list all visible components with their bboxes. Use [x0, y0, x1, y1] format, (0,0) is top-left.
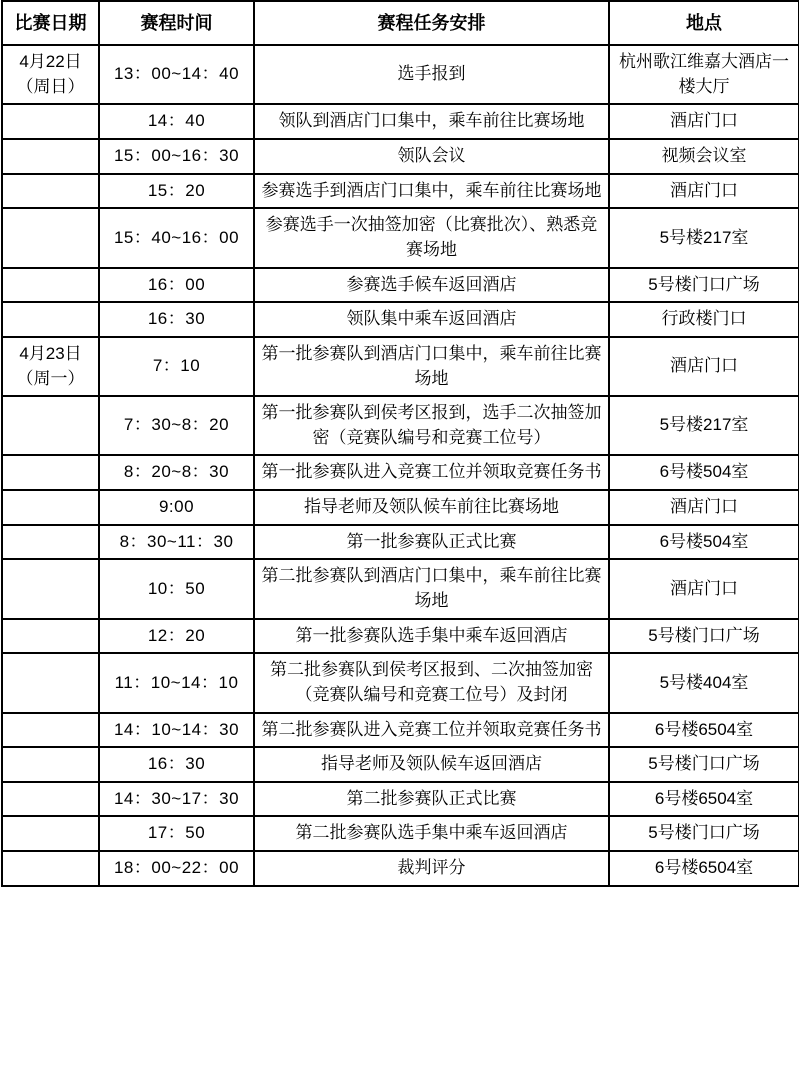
cell-date: 4月22日（周日） — [2, 45, 99, 104]
table-row — [2, 559, 799, 618]
cell-time: 13：00~14：40 — [99, 45, 254, 104]
cell-task: 领队会议 — [254, 139, 609, 174]
cell-date — [2, 851, 99, 886]
cell-time: 16：00 — [99, 268, 254, 303]
column-header-time: 赛程时间 — [99, 1, 254, 45]
cell-date — [2, 525, 99, 560]
cell-place: 酒店门口 — [609, 174, 799, 209]
cell-task: 第一批参赛队到酒店门口集中，乘车前往比赛场地 — [254, 337, 609, 396]
cell-place: 6号楼504室 — [609, 455, 799, 490]
cell-task: 第一批参赛队正式比赛 — [254, 525, 609, 560]
cell-time: 7：30~8：20 — [99, 396, 254, 455]
cell-task: 第一批参赛队到侯考区报到，选手二次抽签加密（竞赛队编号和竞赛工位号） — [254, 396, 609, 455]
table-row — [2, 525, 799, 560]
cell-time: 18：00~22：00 — [99, 851, 254, 886]
cell-date — [2, 619, 99, 654]
table-body — [2, 45, 799, 886]
cell-time: 15：20 — [99, 174, 254, 209]
cell-time: 14：40 — [99, 104, 254, 139]
cell-place: 6号楼504室 — [609, 525, 799, 560]
cell-date — [2, 302, 99, 337]
cell-task: 第一批参赛队选手集中乘车返回酒店 — [254, 619, 609, 654]
table-row — [2, 816, 799, 851]
table-row — [2, 747, 799, 782]
table-row — [2, 396, 799, 455]
cell-task: 参赛选手候车返回酒店 — [254, 268, 609, 303]
cell-date — [2, 268, 99, 303]
cell-place: 酒店门口 — [609, 104, 799, 139]
cell-place: 5号楼门口广场 — [609, 268, 799, 303]
table-row — [2, 337, 799, 396]
table-row — [2, 490, 799, 525]
cell-date — [2, 713, 99, 748]
cell-place: 6号楼6504室 — [609, 782, 799, 817]
cell-date — [2, 139, 99, 174]
cell-task: 选手报到 — [254, 45, 609, 104]
table-row — [2, 302, 799, 337]
cell-time: 11：10~14：10 — [99, 653, 254, 712]
cell-time: 15：40~16：00 — [99, 208, 254, 267]
cell-date: 4月23日（周一） — [2, 337, 99, 396]
table-row — [2, 653, 799, 712]
table-row — [2, 104, 799, 139]
table-row — [2, 851, 799, 886]
cell-task: 第二批参赛队到侯考区报到、二次抽签加密（竞赛队编号和竞赛工位号）及封闭 — [254, 653, 609, 712]
cell-place: 酒店门口 — [609, 490, 799, 525]
cell-date — [2, 396, 99, 455]
cell-time: 17：50 — [99, 816, 254, 851]
cell-task: 参赛选手到酒店门口集中，乘车前往比赛场地 — [254, 174, 609, 209]
cell-time: 15：00~16：30 — [99, 139, 254, 174]
cell-place: 5号楼404室 — [609, 653, 799, 712]
cell-place: 5号楼门口广场 — [609, 816, 799, 851]
cell-time: 16：30 — [99, 302, 254, 337]
table-row — [2, 619, 799, 654]
cell-task: 领队到酒店门口集中，乘车前往比赛场地 — [254, 104, 609, 139]
cell-task: 第二批参赛队选手集中乘车返回酒店 — [254, 816, 609, 851]
cell-place: 5号楼217室 — [609, 396, 799, 455]
competition-schedule-table — [1, 0, 799, 887]
cell-place: 5号楼217室 — [609, 208, 799, 267]
cell-place: 5号楼门口广场 — [609, 619, 799, 654]
cell-time: 14：30~17：30 — [99, 782, 254, 817]
cell-time: 8：30~11：30 — [99, 525, 254, 560]
cell-place: 视频会议室 — [609, 139, 799, 174]
column-header-task: 赛程任务安排 — [254, 1, 609, 45]
cell-time: 7：10 — [99, 337, 254, 396]
cell-place: 6号楼6504室 — [609, 851, 799, 886]
cell-task: 指导老师及领队候车前往比赛场地 — [254, 490, 609, 525]
cell-place: 行政楼门口 — [609, 302, 799, 337]
cell-date — [2, 747, 99, 782]
table-row — [2, 455, 799, 490]
cell-time: 9:00 — [99, 490, 254, 525]
cell-date — [2, 559, 99, 618]
column-header-date: 比赛日期 — [2, 1, 99, 45]
cell-date — [2, 208, 99, 267]
cell-date — [2, 174, 99, 209]
cell-task: 指导老师及领队候车返回酒店 — [254, 747, 609, 782]
cell-date — [2, 490, 99, 525]
table-row — [2, 139, 799, 174]
cell-date — [2, 104, 99, 139]
cell-place: 酒店门口 — [609, 337, 799, 396]
cell-time: 16：30 — [99, 747, 254, 782]
cell-time: 10：50 — [99, 559, 254, 618]
table-row — [2, 713, 799, 748]
table-row — [2, 208, 799, 267]
table-row — [2, 174, 799, 209]
cell-date — [2, 455, 99, 490]
cell-task: 第二批参赛队正式比赛 — [254, 782, 609, 817]
table-row — [2, 782, 799, 817]
cell-task: 裁判评分 — [254, 851, 609, 886]
cell-task: 参赛选手一次抽签加密（比赛批次）、熟悉竞赛场地 — [254, 208, 609, 267]
cell-place: 5号楼门口广场 — [609, 747, 799, 782]
cell-date — [2, 782, 99, 817]
cell-time: 12：20 — [99, 619, 254, 654]
cell-place: 杭州歌江维嘉大酒店一楼大厅 — [609, 45, 799, 104]
cell-task: 第一批参赛队进入竞赛工位并领取竞赛任务书 — [254, 455, 609, 490]
cell-task: 第二批参赛队进入竞赛工位并领取竞赛任务书 — [254, 713, 609, 748]
cell-date — [2, 816, 99, 851]
table-header — [2, 1, 799, 45]
table-header-row — [2, 1, 799, 45]
cell-task: 领队集中乘车返回酒店 — [254, 302, 609, 337]
table-row — [2, 45, 799, 104]
cell-task: 第二批参赛队到酒店门口集中，乘车前往比赛场地 — [254, 559, 609, 618]
cell-place: 6号楼6504室 — [609, 713, 799, 748]
cell-time: 14：10~14：30 — [99, 713, 254, 748]
cell-time: 8：20~8：30 — [99, 455, 254, 490]
cell-date — [2, 653, 99, 712]
cell-place: 酒店门口 — [609, 559, 799, 618]
table-row — [2, 268, 799, 303]
column-header-place: 地点 — [609, 1, 799, 45]
